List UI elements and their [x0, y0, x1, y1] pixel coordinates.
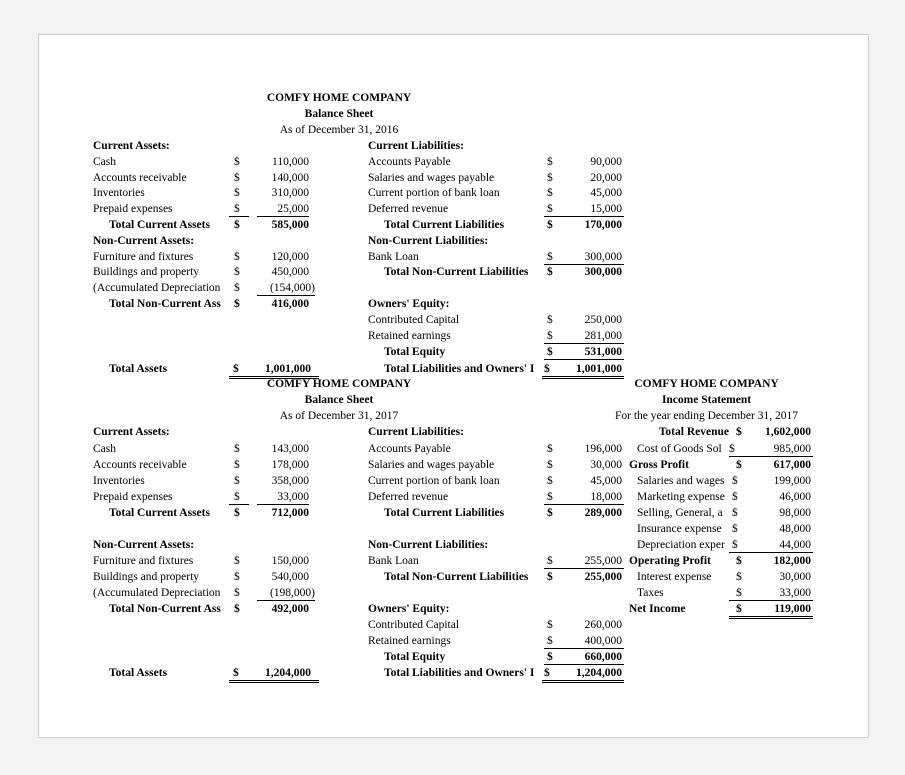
bs2016-total-current-assets-label: Total Current Assets	[109, 219, 210, 231]
bs2017-ca-label: Accounts receivable	[93, 459, 187, 471]
bs2017-ca-label: Inventories	[93, 475, 145, 487]
bs2016-total-liabilities-equity-sym: $	[542, 362, 624, 379]
income-row-label: Insurance expense	[637, 523, 722, 535]
bs2017-nca-value: (198,000)	[257, 586, 315, 601]
bs2017-cl-label: Current portion of bank loan	[368, 475, 500, 487]
income-row-sym: $	[732, 507, 738, 519]
bs2016-bank-loan-label: Bank Loan	[368, 251, 419, 263]
bs2016-owners-equity-heading: Owners' Equity:	[368, 298, 450, 310]
bs2016-cl-sym: $	[547, 187, 553, 199]
bs2017-cl-value: 196,000	[584, 443, 622, 455]
bs2016-total-noncurrent-liabilities-sym: $	[547, 266, 553, 278]
bs2017-total-noncurrent-liabilities-sym: $	[547, 571, 553, 583]
bs2016-contributed-capital-value: 250,000	[584, 314, 622, 326]
bs2016-ca-sym: $	[234, 172, 240, 184]
bs2016-ca-label: Prepaid expenses	[93, 203, 173, 215]
income-row-sym: $	[729, 586, 813, 601]
bs2016-total-current-liabilities-label: Total Current Liabilities	[384, 219, 505, 231]
bs2016-total-noncurrent-assets-label: Total Non-Current Ass	[109, 298, 221, 310]
income-row-value: 985,000	[773, 443, 811, 455]
bs2016-total-current-liabilities-value: 170,000	[584, 219, 622, 231]
bs2016-title: Balance Sheet	[304, 108, 374, 120]
bs2017-cl-sym: $	[544, 490, 624, 505]
bs2017-title: Balance Sheet	[304, 394, 374, 406]
bs2017-contributed-capital-sym: $	[547, 619, 553, 631]
bs2016-total-current-assets-value: 585,000	[271, 219, 309, 231]
bs2017-ca-value: 178,000	[271, 459, 309, 471]
bs2016-total-equity-value: 531,000	[584, 346, 622, 358]
bs2017-ca-sym: $	[229, 490, 249, 505]
bs2016-total-assets-label: Total Assets	[109, 363, 168, 375]
bs2016-cl-sym: $	[547, 172, 553, 184]
income-row-label: Depreciation exper	[637, 539, 725, 551]
bs2016-nca-label: Buildings and property	[93, 266, 200, 278]
income-row-label: Taxes	[637, 587, 664, 599]
bs2017-nca-label: Buildings and property	[93, 571, 200, 583]
bs2017-total-assets-value: 1,204,000	[265, 667, 311, 679]
income-row-sym: $	[736, 459, 742, 471]
spreadsheet-document	[38, 34, 869, 738]
bs2017-total-current-assets-value: 712,000	[271, 507, 309, 519]
bs2016-ca-label: Accounts receivable	[93, 172, 187, 184]
income-row-value: 33,000	[779, 587, 811, 599]
bs2017-total-noncurrent-liabilities-label: Total Non-Current Liabilities	[384, 571, 529, 583]
bs2017-nca-sym: $	[234, 555, 240, 567]
bs2016-ca-sym: $	[234, 187, 240, 199]
bs2016-cl-value: 20,000	[590, 172, 622, 184]
bs2017-nca-label: Furniture and fixtures	[93, 555, 194, 567]
income-row-label: Marketing expense	[637, 491, 725, 503]
bs2016-company: COMFY HOME COMPANY	[266, 92, 412, 104]
bs2017-cl-value: 45,000	[590, 475, 622, 487]
bs2016-bank-loan-value: 300,000	[584, 251, 622, 263]
income-row-sym: $	[729, 538, 813, 553]
bs2016-total-equity-sym: $	[544, 345, 624, 360]
bs2016-total-equity-label: Total Equity	[384, 346, 446, 358]
bs2017-nca-label: (Accumulated Depreciation	[93, 587, 221, 599]
bs2017-total-liabilities-equity-value: 1,204,000	[576, 667, 622, 679]
bs2017-total-assets-sym: $	[229, 666, 319, 683]
bs2017-retained-earnings-value: 400,000	[584, 635, 622, 647]
bs2017-total-equity-value: 660,000	[584, 651, 622, 663]
bs2017-ca-value: 358,000	[271, 475, 309, 487]
bs2017-total-noncurrent-assets-sym: $	[234, 603, 240, 615]
bs2017-bank-loan-value: 255,000	[584, 555, 622, 567]
bs2016-retained-earnings-label: Retained earnings	[368, 330, 451, 342]
bs2017-total-current-assets-sym: $	[234, 507, 240, 519]
bs2017-cl-label: Salaries and wages payable	[368, 459, 495, 471]
income-row-value: 44,000	[779, 539, 811, 551]
bs2017-nca-sym: $	[234, 571, 240, 583]
bs2016-cl-label: Accounts Payable	[368, 156, 451, 168]
bs2017-total-liabilities-equity-label: Total Liabilities and Owners' I	[384, 667, 535, 679]
bs2016-cl-label: Current portion of bank loan	[368, 187, 500, 199]
bs2016-current-liabilities-heading: Current Liabilities:	[368, 140, 464, 152]
income-row-sym: $	[729, 442, 813, 457]
bs2016-retained-earnings-value: 281,000	[584, 330, 622, 342]
bs2016-current-assets-heading: Current Assets:	[93, 140, 170, 152]
income-row-label: Operating Profit	[629, 555, 711, 567]
bs2016-nca-value: (154,000)	[257, 281, 315, 296]
bs2017-current-assets-heading: Current Assets:	[93, 426, 170, 438]
bs2016-date: As of December 31, 2016	[279, 124, 399, 136]
bs2016-ca-value: 140,000	[271, 172, 309, 184]
income-row-value: 119,000	[774, 603, 811, 615]
bs2017-total-noncurrent-liabilities-value: 255,000	[584, 571, 622, 583]
bs2017-bank-loan-label: Bank Loan	[368, 555, 419, 567]
income-row-value: 182,000	[773, 555, 811, 567]
bs2016-total-assets-sym: $	[229, 362, 319, 379]
bs2016-total-noncurrent-assets-value: 416,000	[271, 298, 309, 310]
bs2016-nca-sym: $	[234, 282, 240, 294]
bs2017-company: COMFY HOME COMPANY	[266, 378, 412, 390]
bs2017-cl-label: Deferred revenue	[368, 491, 449, 503]
bs2017-ca-label: Cash	[93, 443, 116, 455]
bs2016-ca-label: Inventories	[93, 187, 145, 199]
income-row-sym: $	[736, 571, 742, 583]
bs2016-nca-label: Furniture and fixtures	[93, 251, 194, 263]
income-row-value: 1,602,000	[765, 426, 811, 438]
bs2016-ca-sym: $	[234, 156, 240, 168]
bs2016-total-liabilities-equity-value: 1,001,000	[576, 363, 622, 375]
income-row-sym: $	[732, 523, 738, 535]
bs2016-cl-sym: $	[547, 156, 553, 168]
bs2016-total-liabilities-equity-label: Total Liabilities and Owners' I	[384, 363, 535, 375]
bs2017-cl-label: Accounts Payable	[368, 443, 451, 455]
income-row-sym: $	[736, 426, 742, 438]
bs2016-total-noncurrent-liabilities-value: 300,000	[584, 266, 622, 278]
bs2017-ca-value: 33,000	[257, 490, 309, 505]
bs2016-bank-loan-sym: $	[544, 250, 624, 265]
bs2017-ca-value: 143,000	[271, 443, 309, 455]
bs2017-nca-value: 150,000	[271, 555, 309, 567]
bs2017-ca-label: Prepaid expenses	[93, 491, 173, 503]
bs2016-cl-label: Salaries and wages payable	[368, 172, 495, 184]
bs2017-total-current-liabilities-value: 289,000	[584, 507, 622, 519]
income-row-label: Salaries and wages	[637, 475, 725, 487]
income-row-label: Selling, General, a	[637, 507, 723, 519]
bs2016-noncurrent-liabilities-heading: Non-Current Liabilities:	[368, 235, 489, 247]
bs2017-total-liabilities-equity-sym: $	[542, 666, 624, 683]
bs2016-total-assets-value: 1,001,000	[265, 363, 311, 375]
bs2016-contributed-capital-label: Contributed Capital	[368, 314, 460, 326]
income-row-value: 617,000	[773, 459, 811, 471]
income-title: Income Statement	[661, 394, 752, 406]
bs2016-cl-sym: $	[544, 202, 624, 217]
bs2017-total-noncurrent-assets-label: Total Non-Current Ass	[109, 603, 221, 615]
bs2017-ca-sym: $	[234, 475, 240, 487]
income-company: COMFY HOME COMPANY	[634, 378, 779, 390]
income-row-value: 46,000	[779, 491, 811, 503]
income-row-value: 30,000	[779, 571, 811, 583]
bs2016-ca-value: 25,000	[257, 202, 309, 217]
income-row-sym: $	[732, 491, 738, 503]
bs2016-ca-value: 110,000	[272, 156, 309, 168]
income-row-label: Total Revenue	[658, 426, 729, 438]
income-row-value: 199,000	[773, 475, 811, 487]
bs2016-total-noncurrent-assets-sym: $	[234, 298, 240, 310]
income-row-value: 48,000	[779, 523, 811, 535]
bs2016-cl-label: Deferred revenue	[368, 203, 449, 215]
income-period: For the year ending December 31, 2017	[615, 410, 798, 422]
bs2017-noncurrent-assets-heading: Non-Current Assets:	[93, 539, 195, 551]
bs2017-cl-value: 18,000	[590, 491, 622, 503]
bs2016-total-current-liabilities-sym: $	[547, 219, 553, 231]
bs2016-nca-value: 120,000	[271, 251, 309, 263]
bs2016-ca-sym: $	[229, 202, 249, 217]
income-row-label: Net Income	[629, 603, 686, 615]
income-row-sym: $	[732, 475, 738, 487]
bs2017-contributed-capital-label: Contributed Capital	[368, 619, 460, 631]
income-row-sym: $	[729, 602, 813, 619]
bs2016-noncurrent-assets-heading: Non-Current Assets:	[93, 235, 195, 247]
bs2017-ca-sym: $	[234, 459, 240, 471]
income-row-label: Interest expense	[637, 571, 712, 583]
bs2017-cl-sym: $	[547, 443, 553, 455]
bs2016-contributed-capital-sym: $	[547, 314, 553, 326]
bs2016-total-noncurrent-liabilities-label: Total Non-Current Liabilities	[384, 266, 529, 278]
bs2017-noncurrent-liabilities-heading: Non-Current Liabilities:	[368, 539, 489, 551]
bs2017-retained-earnings-label: Retained earnings	[368, 635, 451, 647]
bs2016-total-current-assets-sym: $	[234, 219, 240, 231]
bs2017-bank-loan-sym: $	[544, 554, 624, 569]
bs2017-nca-sym: $	[234, 587, 240, 599]
bs2016-nca-sym: $	[234, 266, 240, 278]
bs2017-total-equity-sym: $	[544, 650, 624, 665]
bs2017-contributed-capital-value: 260,000	[584, 619, 622, 631]
bs2017-cl-sym: $	[547, 459, 553, 471]
bs2017-total-equity-label: Total Equity	[384, 651, 446, 663]
income-row-label: Gross Profit	[629, 459, 689, 471]
bs2017-current-liabilities-heading: Current Liabilities:	[368, 426, 464, 438]
bs2017-cl-value: 30,000	[590, 459, 622, 471]
income-row-label: Cost of Goods Sol	[637, 443, 722, 455]
bs2017-retained-earnings-sym: $	[544, 634, 624, 649]
bs2016-ca-value: 310,000	[271, 187, 309, 199]
bs2017-total-current-liabilities-label: Total Current Liabilities	[384, 507, 505, 519]
income-row-value: 98,000	[779, 507, 811, 519]
bs2016-nca-sym: $	[234, 251, 240, 263]
bs2017-ca-sym: $	[234, 443, 240, 455]
bs2017-cl-sym: $	[547, 475, 553, 487]
bs2016-cl-value: 45,000	[590, 187, 622, 199]
bs2017-total-noncurrent-assets-value: 492,000	[271, 603, 309, 615]
bs2017-nca-value: 540,000	[271, 571, 309, 583]
bs2016-nca-label: (Accumulated Depreciation	[93, 282, 221, 294]
bs2017-total-assets-label: Total Assets	[109, 667, 168, 679]
bs2016-cl-value: 90,000	[590, 156, 622, 168]
bs2017-owners-equity-heading: Owners' Equity:	[368, 603, 450, 615]
bs2016-ca-label: Cash	[93, 156, 116, 168]
bs2016-cl-value: 15,000	[590, 203, 622, 215]
bs2016-retained-earnings-sym: $	[544, 329, 624, 344]
income-row-sym: $	[736, 555, 742, 567]
bs2016-nca-value: 450,000	[271, 266, 309, 278]
bs2017-total-current-assets-label: Total Current Assets	[109, 507, 210, 519]
bs2017-date: As of December 31, 2017	[279, 410, 399, 422]
bs2017-total-current-liabilities-sym: $	[547, 507, 553, 519]
